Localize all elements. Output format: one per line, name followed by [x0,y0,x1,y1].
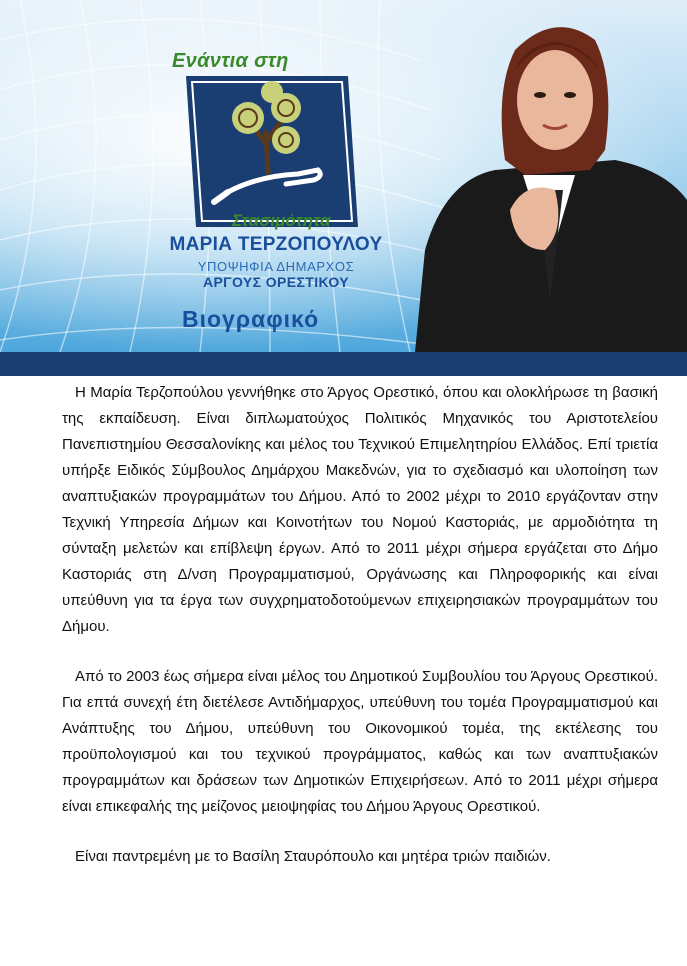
logo-tagline-bottom: Στασιμότητα [232,211,331,230]
candidate-name: ΜΑΡΙΑ ΤΕΡΖΟΠΟΥΛΟΥ [169,234,383,255]
biography-text [62,380,658,894]
logo-tagline-top: Ενάντια στη [172,50,289,72]
biography-paragraph-3: Είναι παντρεμένη με το Βασίλη Σταυρόπουλο και μητέρα τριών παιδιών. [75,848,551,865]
candidate-city: ΑΡΓΟΥΣ ΟΡΕΣΤΙΚΟΥ [202,274,350,290]
candidate-portrait [415,0,687,352]
candidate-role: ΥΠΟΨΗΦΙΑ ΔΗΜΑΡΧΟΣ [197,259,355,274]
biography-paragraph-1: Η Μαρία Τερζοπούλου γεννήθηκε στο Άργος Ορεστικό, όπου και ολοκλήρωσε τη βασική της εκπαίδευση. Είναι διπλωματούχος Πολιτικός Μηχανικός του Αριστοτελείου Πανεπιστημίου Θεσσαλονίκης και μέλος του Τεχνικού Επιμελητηρίου Ελλάδος. Επί τριετία υπήρξε Ειδικός Σύμβουλος Δημάρχου Μακεδνών, για το σχεδιασμό και υλοποίηση των αναπτυξιακών προγραμμάτων του Δήμου. Από το 2002 μέχρι το 2010 εργάζονταν στην Τεχνική Υπηρεσία Δήμων και Κοινοτήτων του Νομού Καστοριάς, με αρμοδιότητα τη σύνταξη μελετών και επίβλεψη έργων. Από το 2011 μέχρι σήμερα εργάζεται στο Δήμο Καστοριάς στη Δ/νση Προγραμματισμού, Οργάνωσης και Πληροφορικής και είναι υπεύθυνη για τα έργα των συγχρηματοδοτούμενων επιχειρησιακών προγραμμάτων του Δήμου. [62,384,658,635]
page-title: Βιογραφικό [182,306,320,332]
campaign-logo [168,52,378,232]
header-banner [0,0,687,352]
biography-paragraph-2: Από το 2003 έως σήμερα είναι μέλος του Δημοτικού Συμβουλίου του Άργους Ορεστικού. Για επτά συνεχή έτη διετέλεσε Αντιδήμαρχος, υπεύθυνη του τομέα Προγραμματισμού και Ανάπτυξης του Δήμου, υπεύθυνη του Οικονομικού τομέα, της εκτέλεσης του προϋπολογισμού και του τεχνικού προγράμματος, καθώς και των αναπτυξιακών προγραμμάτων και δράσεων των Δημοτικών Επιχειρήσεων. Από το 2011 μέχρι σήμερα είναι επικεφαλής της μείζονος μειοψηφίας του Δήμου Άργους Ορεστικού. [62,668,658,815]
header-divider-band [0,352,687,376]
